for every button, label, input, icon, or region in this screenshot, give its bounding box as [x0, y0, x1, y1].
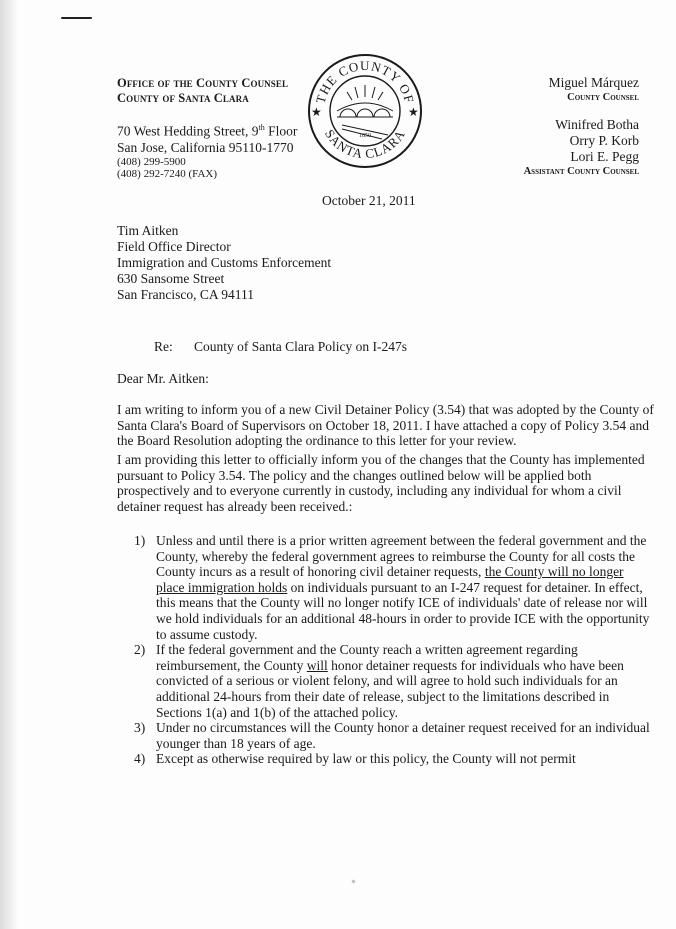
list-item: 3) Under no circumstances will the County honor a detainer request received for an individual younger than 18 years of age. — [134, 720, 650, 751]
phone-number: (408) 299-5900 — [117, 155, 186, 168]
recipient-name: Tim Aitken — [117, 223, 179, 238]
svg-text:SANTA CLARA — [322, 127, 408, 162]
subject-label: Re: — [154, 339, 173, 354]
scan-edge-shadow — [0, 0, 17, 929]
letter-date: October 21, 2011 — [322, 193, 416, 208]
list-item: 1) Unless and until there is a prior written agreement between the federal government and the County, whereby the federal government agrees to reimburse the County for all costs the County incurs as a result of honoring civil detainer requests, the County will no longer place immigration holds on individuals pursuant to an I-247 request for detainer. In effect, this means that the County will no longer notify ICE of individuals' date of release nor will we hold individuals for an additional 48-hours in order to provide ICE with the opportunity to assume custody. — [134, 533, 650, 642]
scan-speck — [351, 879, 355, 883]
assistant-name: Lori E. Pegg — [570, 149, 639, 164]
recipient-city: San Francisco, CA 94111 — [117, 287, 254, 302]
list-item: 4) Except as otherwise required by law or this policy, the County will not permit — [134, 751, 576, 767]
office-name: Office of the County Counsel — [117, 76, 289, 90]
seal-top-text: THE COUNTY OF — [312, 57, 418, 106]
office-heading — [117, 76, 288, 106]
body-paragraph: I am writing to inform you of a new Civil Detainer Policy (3.54) that was adopted by the County of Santa Clara's Board of Supervisors on October 18, 2011. I have attached a copy of Policy 3.54 and the Board Resolution adopting the ordinance to this letter for your review. — [117, 402, 654, 449]
policy-change-list — [134, 533, 654, 767]
subject-line — [154, 339, 407, 355]
emphasis-underline: will — [306, 657, 328, 673]
salutation: Dear Mr. Aitken: — [117, 371, 209, 386]
scan-mark — [61, 17, 92, 19]
assistant-name: Winifred Botha — [555, 117, 639, 132]
recipient-street: 630 Sansome Street — [117, 271, 225, 286]
county-counsel-name: Miguel Márquez — [548, 75, 639, 90]
seal-year: 1850 — [359, 133, 371, 139]
fax-number: (408) 292-7240 (FAX) — [117, 168, 218, 180]
list-item: 2) If the federal government and the County reach a written agreement regarding reimbursement, the County will honor detainer requests for individuals who have been convicted of a serious or violent felony, and will agree to hold such individuals for an additional 24-hours from their date of release, subject to the limitations described in Sections 1(a) and 1(b) of the attached policy. — [134, 642, 624, 720]
recipient-title: Field Office Director — [117, 239, 231, 254]
body-paragraph: I am providing this letter to officially inform you of the changes that the County has implemented pursuant to Policy 3.54. The policy and the changes outlined below will be applied both prospectively and to everyone currently in custody, including any individual for whom a civil detainer request has already been received.: — [117, 452, 645, 514]
recipient-address — [117, 223, 331, 303]
county-seal-icon — [302, 45, 427, 175]
svg-text:★: ★ — [408, 105, 419, 119]
svg-text:THE COUNTY OF — [313, 58, 417, 105]
assistant-name: Orry P. Korb — [569, 133, 639, 148]
counsel-staff — [524, 75, 639, 179]
county-counsel-title: County Counsel — [567, 92, 639, 103]
office-address — [117, 120, 297, 181]
address-street: 70 West Hedding Street, 9th Floor — [117, 123, 298, 139]
recipient-organization: Immigration and Customs Enforcement — [117, 255, 332, 270]
address-city: San Jose, California 95110-1770 — [117, 139, 294, 155]
svg-text:★: ★ — [311, 105, 322, 119]
subject-text: County of Santa Clara Policy on I-247s — [194, 339, 407, 354]
seal-bottom-text: SANTA CLARA — [321, 126, 409, 162]
county-name: County of Santa Clara — [117, 91, 249, 105]
assistants-title: Assistant County Counsel — [523, 166, 639, 177]
emphasis-underline: the County will no longer place immigration holds — [156, 564, 624, 595]
